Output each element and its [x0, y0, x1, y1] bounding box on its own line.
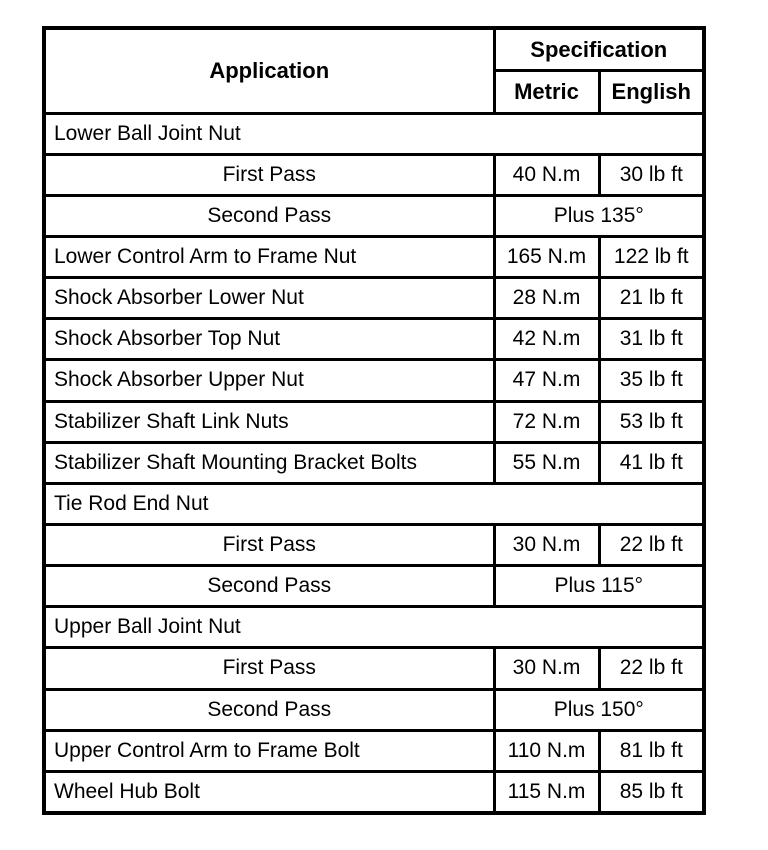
- english-value: 53 lb ft: [599, 401, 704, 442]
- table-row: [44, 237, 704, 278]
- section-label: Upper Ball Joint Nut: [44, 607, 704, 648]
- metric-value: 42 N.m: [494, 319, 599, 360]
- torque-spec-table: [42, 26, 706, 815]
- english-value: 35 lb ft: [599, 360, 704, 401]
- row-label: Wheel Hub Bolt: [44, 771, 494, 813]
- row-label: Shock Absorber Upper Nut: [44, 360, 494, 401]
- column-header-english: English: [599, 71, 704, 113]
- table-row: [44, 442, 704, 483]
- table-row: [44, 483, 704, 524]
- table-row: [44, 360, 704, 401]
- table-row: [44, 154, 704, 195]
- metric-value: 40 N.m: [494, 154, 599, 195]
- english-value: 22 lb ft: [599, 525, 704, 566]
- metric-value: 165 N.m: [494, 237, 599, 278]
- metric-value: 115 N.m: [494, 771, 599, 813]
- table-row: [44, 648, 704, 689]
- metric-value: 30 N.m: [494, 648, 599, 689]
- row-label: First Pass: [44, 648, 494, 689]
- english-value: 31 lb ft: [599, 319, 704, 360]
- metric-value: 28 N.m: [494, 278, 599, 319]
- section-label: Tie Rod End Nut: [44, 483, 704, 524]
- row-label: Second Pass: [44, 689, 494, 730]
- english-value: 81 lb ft: [599, 730, 704, 771]
- spanned-value: Plus 150°: [494, 689, 704, 730]
- table-row: [44, 771, 704, 813]
- section-label: Lower Ball Joint Nut: [44, 113, 704, 154]
- row-label: First Pass: [44, 525, 494, 566]
- english-value: 22 lb ft: [599, 648, 704, 689]
- table-row: [44, 566, 704, 607]
- metric-value: 47 N.m: [494, 360, 599, 401]
- metric-value: 30 N.m: [494, 525, 599, 566]
- row-label: Second Pass: [44, 566, 494, 607]
- table-row: [44, 525, 704, 566]
- table-row: [44, 195, 704, 236]
- table-row: [44, 401, 704, 442]
- row-label: Stabilizer Shaft Link Nuts: [44, 401, 494, 442]
- spanned-value: Plus 115°: [494, 566, 704, 607]
- row-label: Stabilizer Shaft Mounting Bracket Bolts: [44, 442, 494, 483]
- english-value: 41 lb ft: [599, 442, 704, 483]
- table-row: [44, 113, 704, 154]
- english-value: 21 lb ft: [599, 278, 704, 319]
- english-value: 85 lb ft: [599, 771, 704, 813]
- metric-value: 110 N.m: [494, 730, 599, 771]
- row-label: Second Pass: [44, 195, 494, 236]
- table-header: [44, 28, 704, 113]
- table-body: [44, 113, 704, 813]
- table-row: [44, 689, 704, 730]
- metric-value: 72 N.m: [494, 401, 599, 442]
- metric-value: 55 N.m: [494, 442, 599, 483]
- row-label: Upper Control Arm to Frame Bolt: [44, 730, 494, 771]
- table-row: [44, 278, 704, 319]
- english-value: 30 lb ft: [599, 154, 704, 195]
- column-header-specification: Specification: [494, 28, 704, 71]
- row-label: Shock Absorber Top Nut: [44, 319, 494, 360]
- column-header-metric: Metric: [494, 71, 599, 113]
- column-header-application: Application: [44, 28, 494, 113]
- row-label: First Pass: [44, 154, 494, 195]
- spanned-value: Plus 135°: [494, 195, 704, 236]
- row-label: Shock Absorber Lower Nut: [44, 278, 494, 319]
- table-row: [44, 607, 704, 648]
- english-value: 122 lb ft: [599, 237, 704, 278]
- table-row: [44, 319, 704, 360]
- header-row-1: [44, 28, 704, 71]
- table-row: [44, 730, 704, 771]
- row-label: Lower Control Arm to Frame Nut: [44, 237, 494, 278]
